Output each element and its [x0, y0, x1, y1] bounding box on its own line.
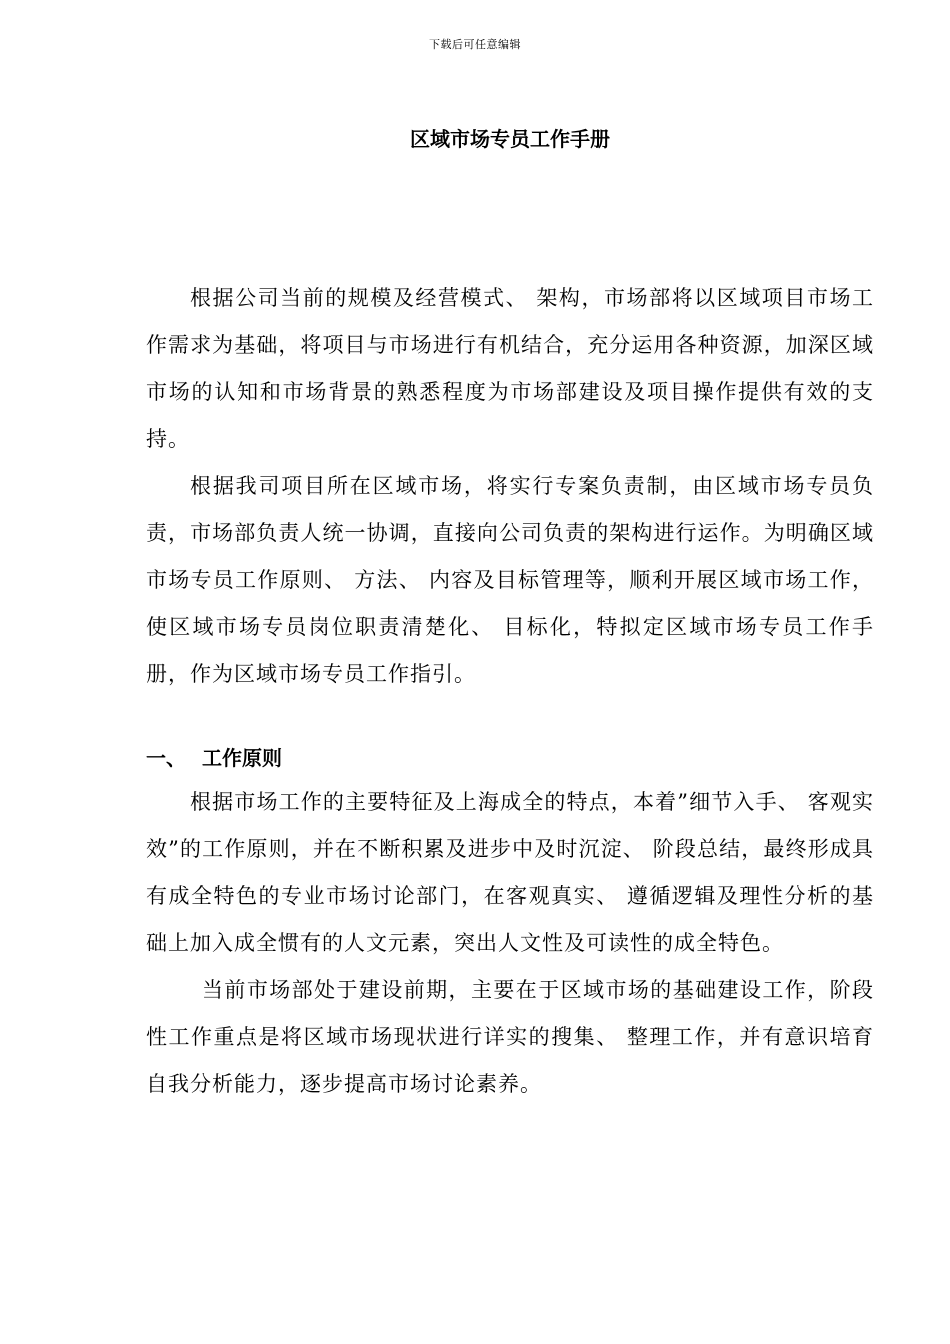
- header-note: 下载后可任意编辑: [429, 38, 521, 51]
- section-body: [146, 779, 874, 1108]
- intro-paragraph-1: 根据公司当前的规模及经营模式、 架构，市场部将以区域项目市场工作需求为基础，将项目与市场进行有机结合，充分运用各种资源，加深区域市场的认知和市场背景的熟悉程度为市场部建设及项目操作提供有效的支持。: [146, 286, 874, 451]
- section-paragraph-1: 根据市场工作的主要特征及上海成全的特点，本着”细节入手、 客观实效”的工作原则，并在不断积累及进步中及时沉淀、 阶段总结，最终形成具有成全特色的专业市场讨论部门，在客观真实、 遵循逻辑及理性分析的基础上加入成全惯有的人文元素，突出人文性及可读性的成全特色。: [146, 790, 874, 955]
- section-title: 工作原则: [202, 746, 282, 770]
- document-title: 区域市场专员工作手册: [410, 127, 610, 151]
- section-heading: [146, 743, 874, 773]
- intro-section: [146, 275, 874, 698]
- section-work-principles: [146, 743, 874, 773]
- section-number: 一、: [146, 746, 186, 770]
- section-paragraph-2: 当前市场部处于建设前期，主要在于区域市场的基础建设工作，阶段性工作重点是将区域市场现状进行详实的搜集、 整理工作，并有意识培育自我分析能力，逐步提高市场讨论素养。: [146, 978, 874, 1096]
- intro-paragraph-2: 根据我司项目所在区域市场，将实行专案负责制，由区域市场专员负责，市场部负责人统一协调，直接向公司负责的架构进行运作。为明确区域市场专员工作原则、 方法、 内容及目标管理等，顺利开展区域市场工作，使区域市场专员岗位职责清楚化、 目标化，特拟定区域市场专员工作手册，作为区域市场专员工作指引。: [146, 474, 874, 686]
